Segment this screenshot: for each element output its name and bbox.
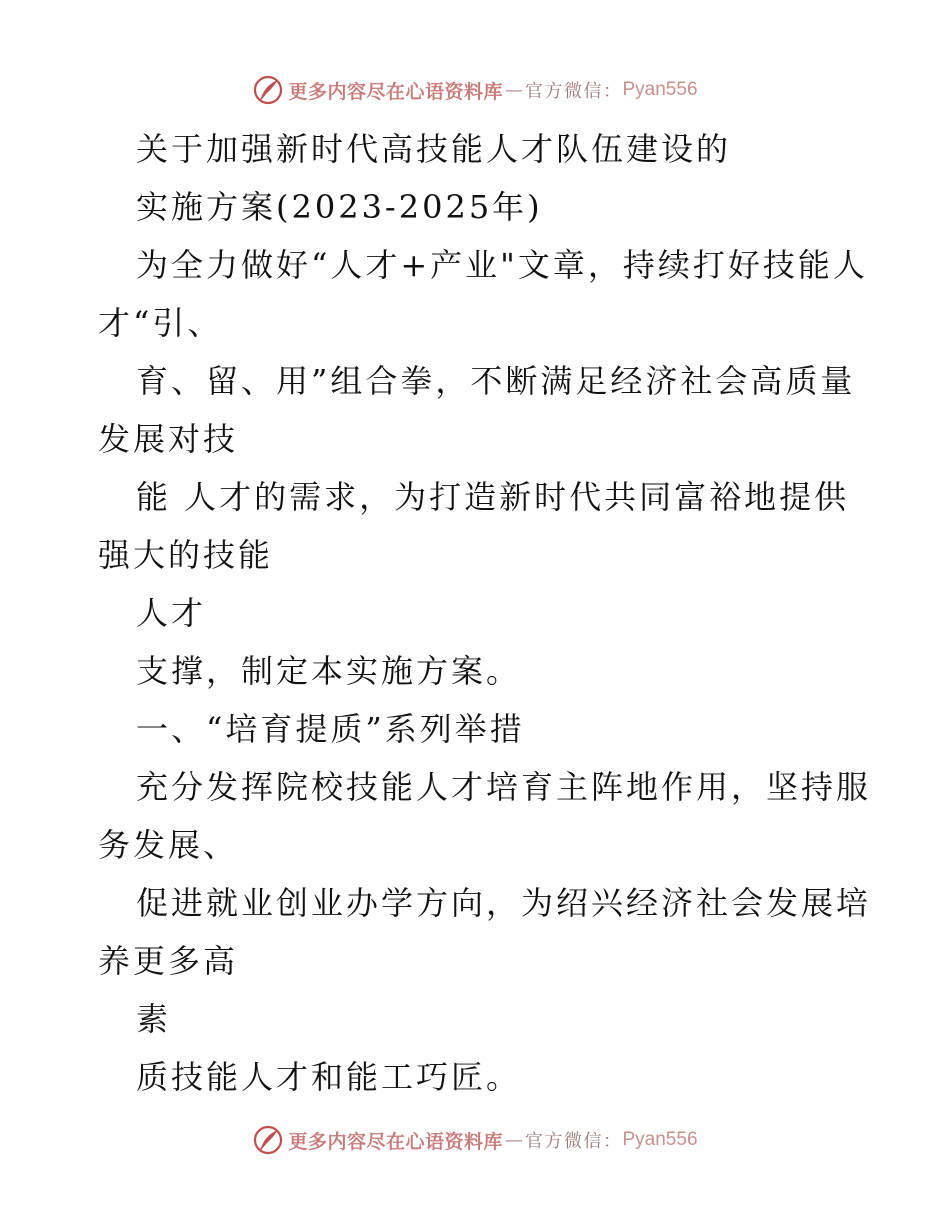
- document-line: 发展对技: [98, 420, 239, 458]
- document-line: 务发展、: [98, 826, 239, 864]
- document-line: 人才: [136, 594, 207, 632]
- document-line: 充分发挥院校技能人才培育主阵地作用，坚持服: [136, 768, 872, 806]
- document-line: 才“引、: [98, 304, 223, 342]
- watermark-contact-label: 官方微信：: [525, 81, 623, 102]
- document-line: 实施方案(2023-2025年): [136, 188, 543, 226]
- feather-pen-logo-icon: [252, 1124, 284, 1156]
- document-line: 一、“培育提质”系列举措: [136, 710, 525, 748]
- watermark-contact-id: Pyan556: [622, 79, 698, 100]
- document-line: 为全力做好“人才+产业"文章，持续打好技能人: [136, 246, 868, 284]
- document-line: 能 人才的需求，为打造新时代共同富裕地提供: [136, 478, 850, 516]
- watermark-footer: [0, 1122, 950, 1158]
- document-line: 强大的技能: [98, 536, 274, 574]
- watermark-main-text: 更多内容尽在心语资料库: [288, 1130, 503, 1153]
- watermark-separator: —: [505, 1129, 523, 1151]
- watermark-contact-label: 官方微信：: [525, 1131, 623, 1152]
- document-line: 质技能人才和能工巧匠。: [136, 1058, 522, 1096]
- watermark-contact-id: Pyan556: [622, 1129, 698, 1150]
- watermark-header: [0, 72, 950, 108]
- document-line: 育、留、用”组合拳，不断满足经济社会高质量: [136, 362, 856, 400]
- document-line: 促进就业创业办学方向，为绍兴经济社会发展培: [136, 884, 872, 922]
- document-line: 支撑，制定本实施方案。: [136, 652, 522, 690]
- document-line: 养更多高: [98, 942, 239, 980]
- feather-pen-logo-icon: [252, 74, 284, 106]
- document-line: 素: [136, 1000, 172, 1038]
- watermark-separator: —: [505, 79, 523, 101]
- document-line: 关于加强新时代高技能人才队伍建设的: [136, 130, 732, 168]
- document-body: [98, 120, 872, 1106]
- watermark-main-text: 更多内容尽在心语资料库: [288, 80, 503, 103]
